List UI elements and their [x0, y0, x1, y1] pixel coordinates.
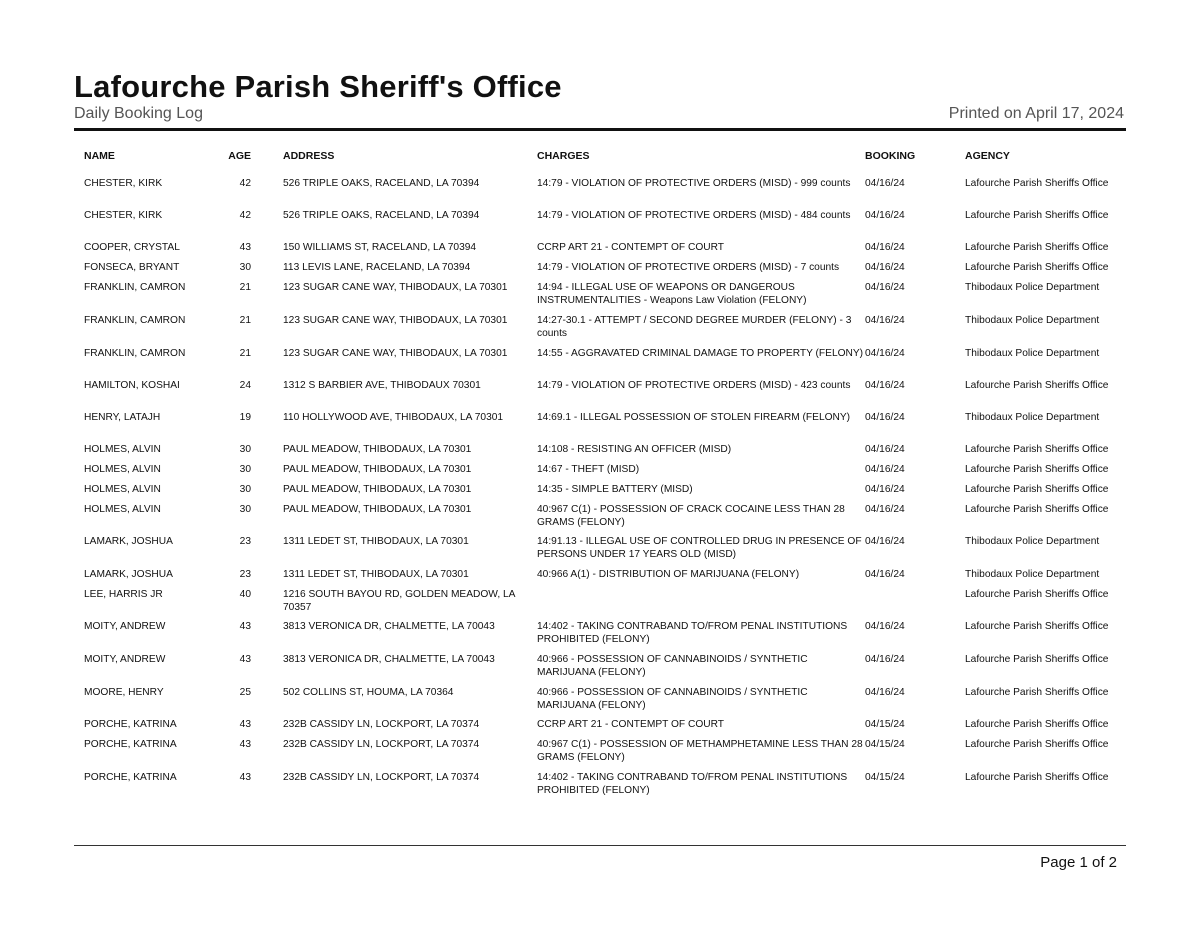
cell-charges: 14:402 - TAKING CONTRABAND TO/FROM PENAL INSTITUTIONS PROHIBITED (FELONY) — [537, 772, 848, 796]
cell-agency: Lafourche Parish Sheriffs Office — [965, 621, 1109, 632]
cell-charges: 40:967 C(1) - POSSESSION OF CRACK COCAINE LESS THAN 28 GRAMS (FELONY) — [537, 504, 845, 528]
cell-agency: Lafourche Parish Sheriffs Office — [965, 654, 1109, 665]
cell-age: 43 — [239, 772, 251, 783]
table-row — [84, 719, 1126, 739]
cell-charges: 40:967 C(1) - POSSESSION OF METHAMPHETAMINE LESS THAN 28 GRAMS (FELONY) — [537, 739, 863, 763]
cell-agency: Lafourche Parish Sheriffs Office — [965, 464, 1109, 475]
table-row — [84, 621, 1126, 654]
table-row — [84, 348, 1126, 380]
cell-name: COOPER, CRYSTAL — [84, 242, 180, 253]
cell-name: CHESTER, KIRK — [84, 210, 163, 221]
cell-name: MOITY, ANDREW — [84, 654, 166, 665]
cell-charges: 14:79 - VIOLATION OF PROTECTIVE ORDERS (MISD) - 7 counts — [537, 262, 840, 273]
table-row — [84, 210, 1126, 242]
cell-name: PORCHE, KATRINA — [84, 719, 177, 730]
cell-agency: Lafourche Parish Sheriffs Office — [965, 242, 1109, 253]
table-row — [84, 444, 1126, 464]
cell-agency: Lafourche Parish Sheriffs Office — [965, 687, 1109, 698]
cell-age: 21 — [239, 315, 251, 326]
cell-name: HOLMES, ALVIN — [84, 464, 161, 475]
cell-name: FRANKLIN, CAMRON — [84, 348, 186, 359]
cell-address: PAUL MEADOW, THIBODAUX, LA 70301 — [283, 504, 472, 515]
cell-address: 3813 VERONICA DR, CHALMETTE, LA 70043 — [283, 621, 495, 632]
cell-booking: 04/15/24 — [865, 739, 905, 750]
cell-name: LAMARK, JOSHUA — [84, 569, 173, 580]
page-title: Lafourche Parish Sheriff's Office — [74, 69, 562, 104]
cell-name: HOLMES, ALVIN — [84, 504, 161, 515]
page-subtitle: Daily Booking Log — [74, 105, 203, 122]
cell-charges: 14:35 - SIMPLE BATTERY (MISD) — [537, 484, 693, 495]
cell-age: 30 — [239, 504, 251, 515]
cell-agency: Thibodaux Police Department — [965, 348, 1100, 359]
cell-age: 43 — [239, 621, 251, 632]
cell-address: 1312 S BARBIER AVE, THIBODAUX 70301 — [283, 380, 481, 391]
cell-address: 113 LEVIS LANE, RACELAND, LA 70394 — [283, 262, 471, 273]
table-row — [84, 315, 1126, 348]
cell-address: 232B CASSIDY LN, LOCKPORT, LA 70374 — [283, 772, 480, 783]
cell-name: HAMILTON, KOSHAI — [84, 380, 180, 391]
cell-address: PAUL MEADOW, THIBODAUX, LA 70301 — [283, 444, 472, 455]
cell-agency: Lafourche Parish Sheriffs Office — [965, 178, 1109, 189]
cell-agency: Lafourche Parish Sheriffs Office — [965, 380, 1109, 391]
cell-age: 43 — [239, 719, 251, 730]
cell-charges: 40:966 - POSSESSION OF CANNABINOIDS / SYNTHETIC MARIJUANA (FELONY) — [537, 654, 808, 678]
header-divider — [74, 128, 1126, 131]
booking-log-table — [84, 147, 1126, 804]
column-header-agency: AGENCY — [965, 150, 1010, 162]
cell-name: HOLMES, ALVIN — [84, 484, 161, 495]
cell-booking: 04/16/24 — [865, 210, 905, 221]
cell-address: 526 TRIPLE OAKS, RACELAND, LA 70394 — [283, 210, 480, 221]
cell-address: 526 TRIPLE OAKS, RACELAND, LA 70394 — [283, 178, 480, 189]
cell-age: 42 — [239, 210, 251, 221]
table-row — [84, 569, 1126, 589]
cell-agency: Lafourche Parish Sheriffs Office — [965, 739, 1109, 750]
table-row — [84, 687, 1126, 719]
cell-name: PORCHE, KATRINA — [84, 739, 177, 750]
cell-age: 19 — [239, 412, 251, 423]
cell-charges: 14:79 - VIOLATION OF PROTECTIVE ORDERS (MISD) - 999 counts — [537, 178, 851, 189]
cell-agency: Lafourche Parish Sheriffs Office — [965, 484, 1109, 495]
cell-name: MOITY, ANDREW — [84, 621, 166, 632]
cell-booking: 04/16/24 — [865, 484, 905, 495]
cell-address: 1216 SOUTH BAYOU RD, GOLDEN MEADOW, LA 70357 — [283, 589, 515, 613]
cell-booking: 04/16/24 — [865, 380, 905, 391]
table-row — [84, 589, 1126, 621]
cell-age: 43 — [239, 739, 251, 750]
cell-address: 3813 VERONICA DR, CHALMETTE, LA 70043 — [283, 654, 495, 665]
cell-address: 123 SUGAR CANE WAY, THIBODAUX, LA 70301 — [283, 348, 508, 359]
printed-date: Printed on April 17, 2024 — [948, 105, 1124, 122]
cell-charges — [537, 589, 865, 621]
cell-address: 502 COLLINS ST, HOUMA, LA 70364 — [283, 687, 454, 698]
cell-age: 40 — [239, 589, 251, 600]
cell-name: FRANKLIN, CAMRON — [84, 282, 186, 293]
cell-agency: Lafourche Parish Sheriffs Office — [965, 444, 1109, 455]
cell-age: 30 — [239, 464, 251, 475]
table-row — [84, 242, 1126, 262]
cell-age: 25 — [239, 687, 251, 698]
cell-booking — [865, 589, 965, 621]
cell-charges: 14:69.1 - ILLEGAL POSSESSION OF STOLEN FIREARM (FELONY) — [537, 412, 851, 423]
cell-name: LEE, HARRIS JR — [84, 589, 163, 600]
cell-charges: 14:402 - TAKING CONTRABAND TO/FROM PENAL INSTITUTIONS PROHIBITED (FELONY) — [537, 621, 848, 645]
cell-address: 123 SUGAR CANE WAY, THIBODAUX, LA 70301 — [283, 282, 508, 293]
cell-name: PORCHE, KATRINA — [84, 772, 177, 783]
cell-booking: 04/15/24 — [865, 772, 905, 783]
cell-agency: Thibodaux Police Department — [965, 282, 1100, 293]
cell-booking: 04/16/24 — [865, 412, 905, 423]
cell-address: 1311 LEDET ST, THIBODAUX, LA 70301 — [283, 569, 469, 580]
cell-name: HENRY, LATAJH — [84, 412, 161, 423]
column-header-name: NAME — [84, 150, 115, 162]
table-header-row — [84, 147, 1126, 178]
cell-name: FRANKLIN, CAMRON — [84, 315, 186, 326]
table-row — [84, 178, 1126, 210]
cell-booking: 04/16/24 — [865, 654, 905, 665]
cell-address: PAUL MEADOW, THIBODAUX, LA 70301 — [283, 464, 472, 475]
cell-booking: 04/16/24 — [865, 569, 905, 580]
cell-agency: Thibodaux Police Department — [965, 315, 1100, 326]
cell-charges: 14:55 - AGGRAVATED CRIMINAL DAMAGE TO PROPERTY (FELONY) — [537, 348, 864, 359]
cell-address: 232B CASSIDY LN, LOCKPORT, LA 70374 — [283, 719, 480, 730]
cell-address: PAUL MEADOW, THIBODAUX, LA 70301 — [283, 484, 472, 495]
table-body — [84, 178, 1126, 804]
table-row — [84, 412, 1126, 444]
column-header-booking: BOOKING — [865, 150, 916, 162]
cell-booking: 04/16/24 — [865, 621, 905, 632]
cell-charges: 14:79 - VIOLATION OF PROTECTIVE ORDERS (MISD) - 423 counts — [537, 380, 851, 391]
cell-name: CHESTER, KIRK — [84, 178, 163, 189]
cell-age: 24 — [239, 380, 251, 391]
cell-charges: CCRP ART 21 - CONTEMPT OF COURT — [537, 719, 724, 730]
table-row — [84, 739, 1126, 772]
table-row — [84, 654, 1126, 687]
cell-charges: 14:91.13 - ILLEGAL USE OF CONTROLLED DRUG IN PRESENCE OF PERSONS UNDER 17 YEARS OLD (MISD) — [537, 536, 862, 560]
cell-agency: Lafourche Parish Sheriffs Office — [965, 719, 1109, 730]
column-header-charges: CHARGES — [537, 150, 590, 162]
footer-divider — [74, 845, 1126, 846]
cell-charges: 14:108 - RESISTING AN OFFICER (MISD) — [537, 444, 732, 455]
cell-name: LAMARK, JOSHUA — [84, 536, 173, 547]
cell-booking: 04/16/24 — [865, 242, 905, 253]
cell-age: 23 — [239, 536, 251, 547]
cell-booking: 04/16/24 — [865, 504, 905, 515]
cell-address: 1311 LEDET ST, THIBODAUX, LA 70301 — [283, 536, 469, 547]
table-row — [84, 262, 1126, 282]
cell-agency: Lafourche Parish Sheriffs Office — [965, 772, 1109, 783]
cell-agency: Lafourche Parish Sheriffs Office — [965, 504, 1109, 515]
cell-charges: 14:79 - VIOLATION OF PROTECTIVE ORDERS (MISD) - 484 counts — [537, 210, 851, 221]
cell-agency: Lafourche Parish Sheriffs Office — [965, 262, 1109, 273]
cell-charges: 14:27-30.1 - ATTEMPT / SECOND DEGREE MURDER (FELONY) - 3 counts — [537, 315, 852, 339]
cell-name: MOORE, HENRY — [84, 687, 164, 698]
cell-booking: 04/16/24 — [865, 178, 905, 189]
cell-address: 232B CASSIDY LN, LOCKPORT, LA 70374 — [283, 739, 480, 750]
cell-booking: 04/16/24 — [865, 687, 905, 698]
cell-booking: 04/16/24 — [865, 464, 905, 475]
cell-booking: 04/16/24 — [865, 315, 905, 326]
cell-charges: 14:94 - ILLEGAL USE OF WEAPONS OR DANGEROUS INSTRUMENTALITIES - Weapons Law Violation (FELONY) — [537, 282, 807, 306]
table-row — [84, 464, 1126, 484]
cell-age: 43 — [239, 242, 251, 253]
cell-age: 30 — [239, 444, 251, 455]
cell-name: HOLMES, ALVIN — [84, 444, 161, 455]
page-number: Page 1 of 2 — [1040, 854, 1117, 871]
cell-address: 123 SUGAR CANE WAY, THIBODAUX, LA 70301 — [283, 315, 508, 326]
cell-age: 43 — [239, 654, 251, 665]
cell-age: 30 — [239, 262, 251, 273]
cell-booking: 04/16/24 — [865, 536, 905, 547]
cell-booking: 04/15/24 — [865, 719, 905, 730]
cell-agency: Thibodaux Police Department — [965, 412, 1100, 423]
cell-age: 30 — [239, 484, 251, 495]
cell-agency: Lafourche Parish Sheriffs Office — [965, 210, 1109, 221]
cell-booking: 04/16/24 — [865, 348, 905, 359]
cell-agency: Lafourche Parish Sheriffs Office — [965, 589, 1109, 600]
cell-charges: CCRP ART 21 - CONTEMPT OF COURT — [537, 242, 724, 253]
cell-address: 110 HOLLYWOOD AVE, THIBODAUX, LA 70301 — [283, 412, 504, 423]
cell-charges: 40:966 A(1) - DISTRIBUTION OF MARIJUANA (FELONY) — [537, 569, 800, 580]
table-row — [84, 484, 1126, 504]
cell-agency: Thibodaux Police Department — [965, 569, 1100, 580]
cell-charges: 40:966 - POSSESSION OF CANNABINOIDS / SYNTHETIC MARIJUANA (FELONY) — [537, 687, 808, 711]
cell-age: 23 — [239, 569, 251, 580]
table-row — [84, 504, 1126, 536]
cell-address: 150 WILLIAMS ST, RACELAND, LA 70394 — [283, 242, 477, 253]
column-header-age: AGE — [228, 150, 251, 162]
cell-name: FONSECA, BRYANT — [84, 262, 180, 273]
cell-age: 42 — [239, 178, 251, 189]
table-row — [84, 282, 1126, 315]
column-header-address: ADDRESS — [283, 150, 335, 162]
cell-age: 21 — [239, 348, 251, 359]
table-row — [84, 772, 1126, 804]
cell-booking: 04/16/24 — [865, 444, 905, 455]
cell-booking: 04/16/24 — [865, 282, 905, 293]
table-row — [84, 536, 1126, 569]
cell-age: 21 — [239, 282, 251, 293]
cell-charges: 14:67 - THEFT (MISD) — [537, 464, 640, 475]
table-row — [84, 380, 1126, 412]
cell-booking: 04/16/24 — [865, 262, 905, 273]
cell-agency: Thibodaux Police Department — [965, 536, 1100, 547]
